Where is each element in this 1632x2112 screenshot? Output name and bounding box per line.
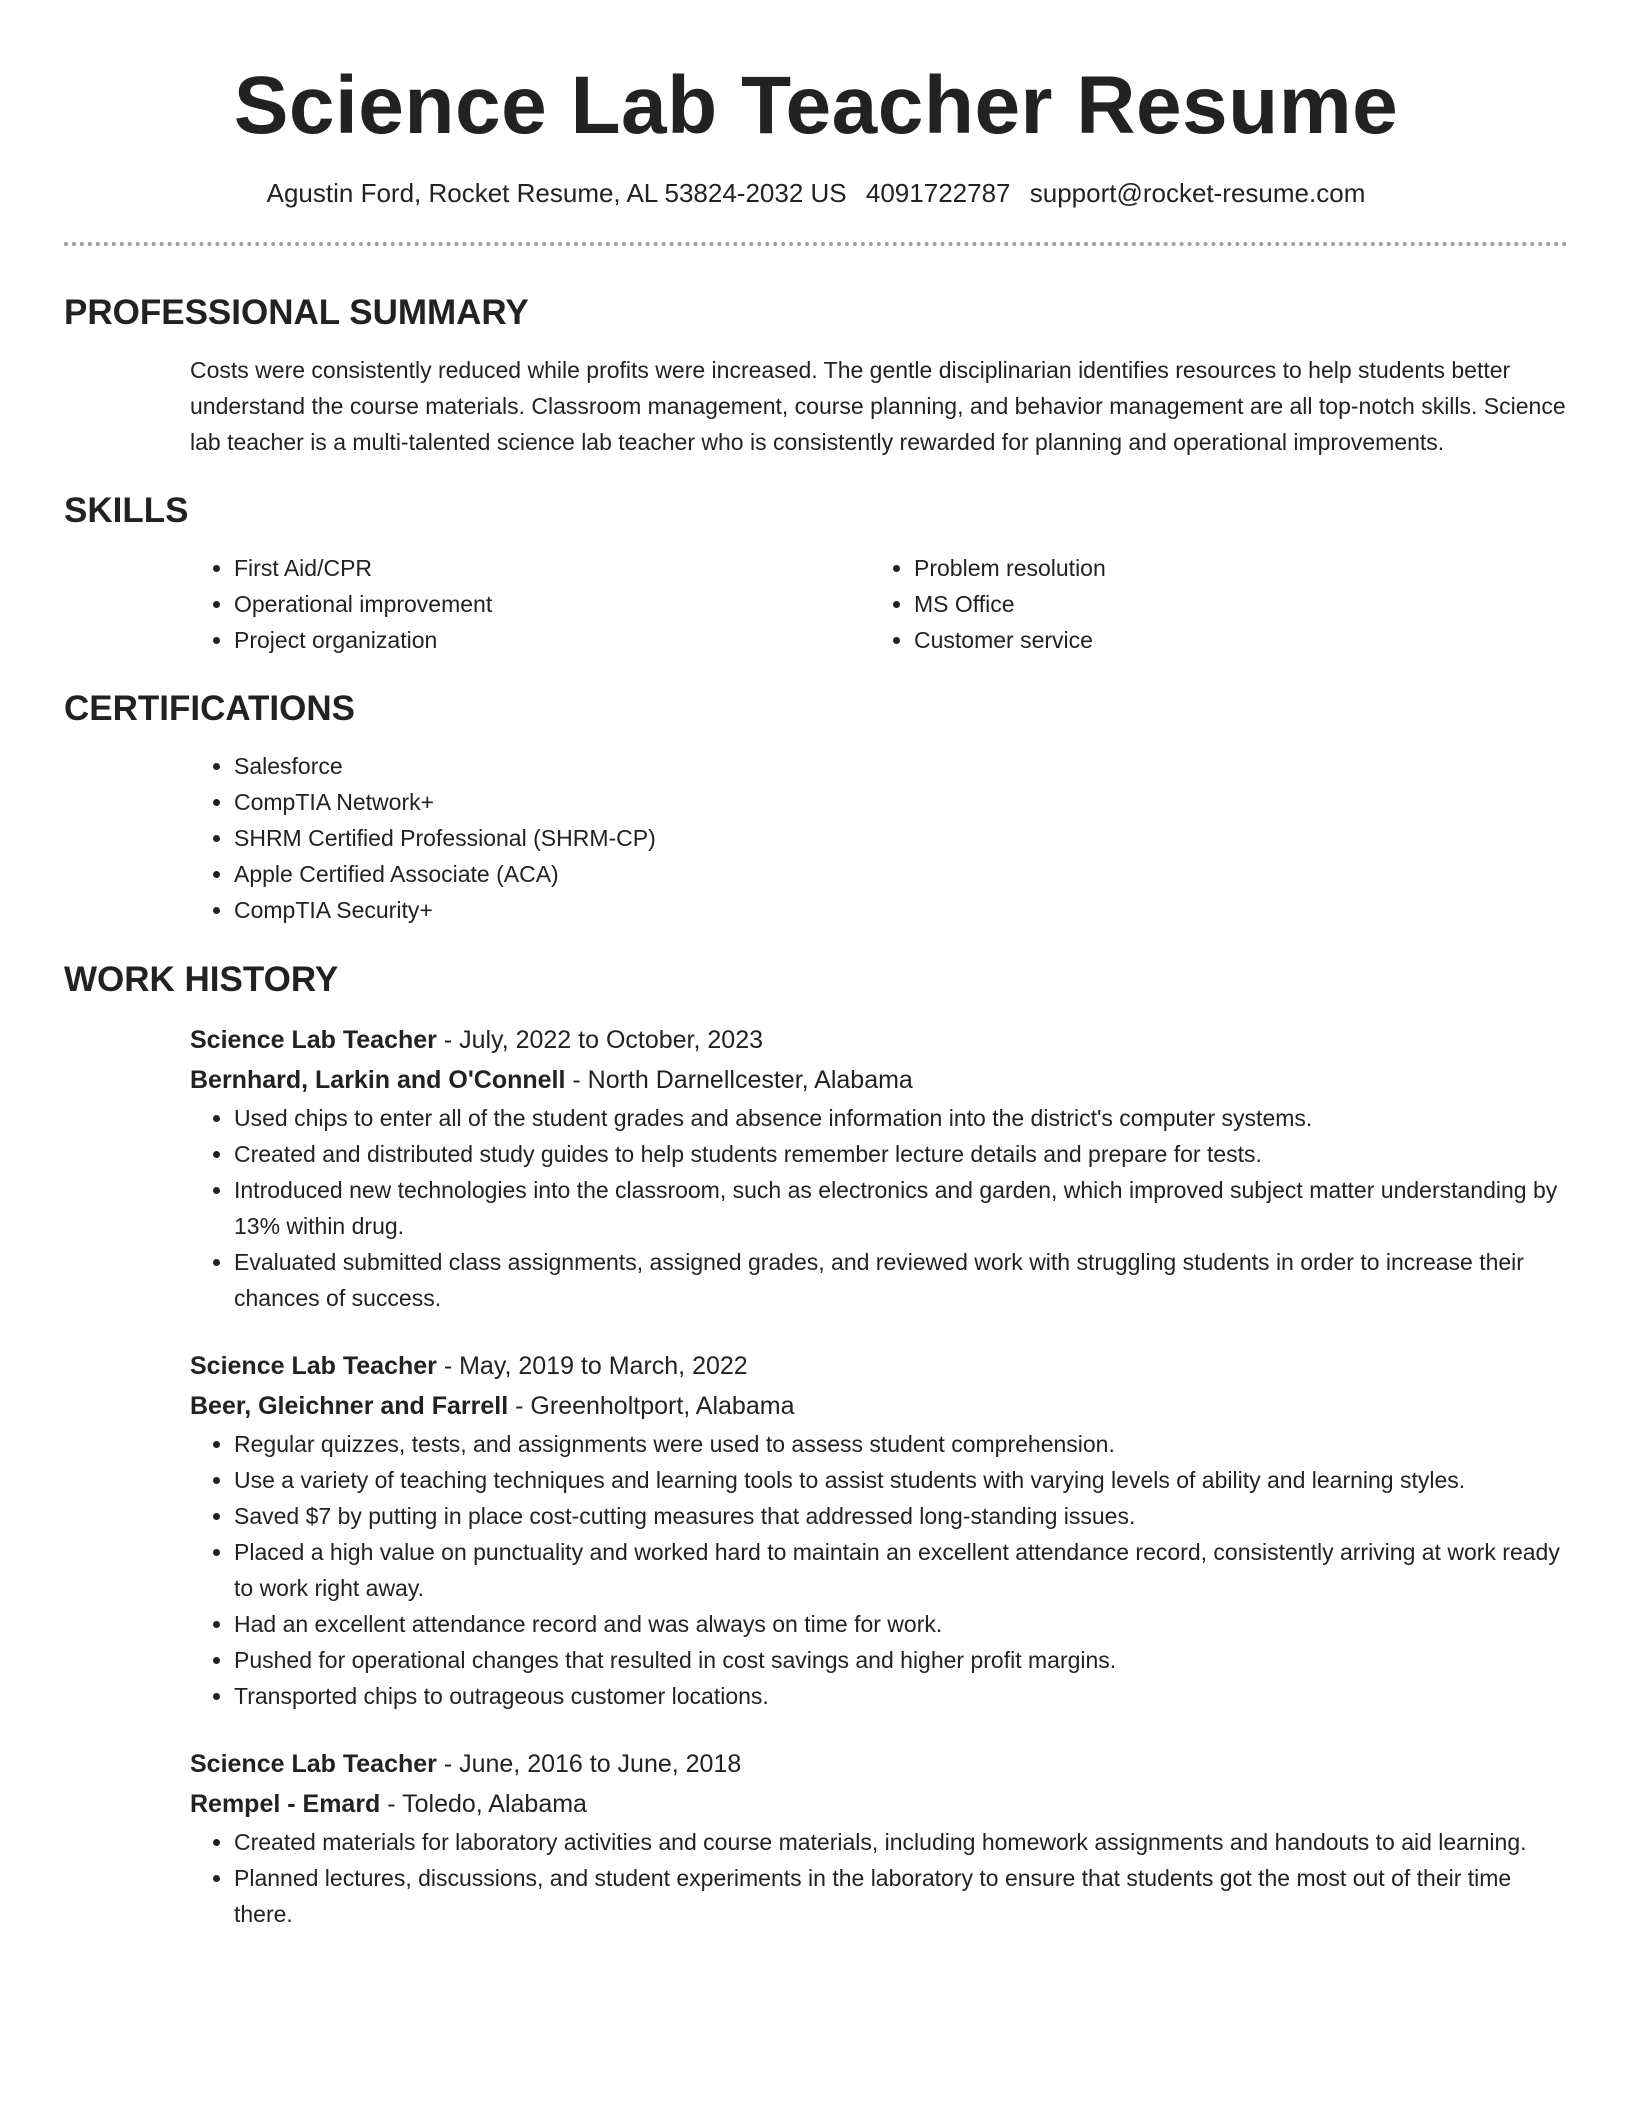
contact-line	[64, 176, 1568, 210]
job-dates: - July, 2022 to October, 2023	[436, 1026, 763, 1054]
job-entry	[190, 1346, 1568, 1714]
job-company-line	[190, 1386, 1568, 1426]
job-duty-item: • Evaluated submitted class assignments, assigned grades, and reviewed work with struggling students in order to increase their chances of success.	[234, 1244, 1568, 1316]
job-duty-item: • Created materials for laboratory activities and course materials, including homework assignments and handouts to aid learning.	[234, 1824, 1568, 1860]
job-location: - North Darnellcester, Alabama	[565, 1066, 913, 1094]
job-dates: - May, 2019 to March, 2022	[436, 1352, 748, 1380]
job-duty-item: • Regular quizzes, tests, and assignments were used to assess student comprehension.	[234, 1426, 1568, 1462]
summary-heading: PROFESSIONAL SUMMARY	[64, 293, 529, 332]
certifications-heading: CERTIFICATIONS	[64, 689, 356, 728]
certifications-list	[190, 748, 1568, 928]
job-duty-item: • Used chips to enter all of the student grades and absence information into the district's computer systems.	[234, 1100, 1568, 1136]
job-duty-item: • Transported chips to outrageous customer locations.	[234, 1678, 1568, 1714]
skills-column-right	[870, 550, 1550, 658]
resume-title: Science Lab Teacher Resume	[233, 60, 1399, 151]
job-company: Bernhard, Larkin and O'Connell	[190, 1066, 566, 1094]
job-title-line	[190, 1020, 1568, 1060]
contact-email: support@rocket-resume.com	[1029, 178, 1366, 208]
skill-item: • Customer service	[914, 622, 1550, 658]
job-duties	[190, 1824, 1568, 1932]
certification-item: • CompTIA Network+	[234, 784, 1568, 820]
skill-item: • MS Office	[914, 586, 1550, 622]
certification-item: • SHRM Certified Professional (SHRM-CP)	[234, 820, 1568, 856]
skills-list	[190, 550, 1568, 658]
skill-item: • First Aid/CPR	[234, 550, 870, 586]
job-duty-item: • Saved $7 by putting in place cost-cutting measures that addressed long-standing issues.	[234, 1498, 1568, 1534]
resume-page	[64, 0, 1568, 1932]
job-title: Science Lab Teacher	[190, 1026, 437, 1054]
certification-item: • CompTIA Security+	[234, 892, 1568, 928]
job-duty-item: • Created and distributed study guides to help students remember lecture details and prepare for tests.	[234, 1136, 1568, 1172]
job-duty-item: • Placed a high value on punctuality and worked hard to maintain an excellent attendance record, consistently arriving at work ready to work right away.	[234, 1534, 1568, 1606]
job-company-line	[190, 1060, 1568, 1100]
contact-phone: 4091722787	[865, 178, 1011, 208]
job-entry	[190, 1744, 1568, 1932]
job-title-line	[190, 1346, 1568, 1386]
summary-text: Costs were consistently reduced while profits were increased. The gentle disciplinarian identifies resources to help students better understand the course materials. Classroom management, course planning, and behavior management are all top-notch skills. Science lab teacher is a multi-talented science lab teacher who is consistently rewarded for planning and operational improvements.	[190, 357, 1566, 455]
job-company-line	[190, 1784, 1568, 1824]
job-duty-item: • Planned lectures, discussions, and student experiments in the laboratory to ensure that students got the most out of their time there.	[234, 1860, 1568, 1932]
skill-item: • Operational improvement	[234, 586, 870, 622]
job-dates: - June, 2016 to June, 2018	[436, 1750, 742, 1778]
work-history-heading: WORK HISTORY	[64, 960, 339, 999]
job-company: Rempel - Emard	[190, 1790, 381, 1818]
certification-item: • Salesforce	[234, 748, 1568, 784]
job-location: - Greenholtport, Alabama	[508, 1392, 795, 1420]
job-title: Science Lab Teacher	[190, 1352, 437, 1380]
header-divider	[64, 242, 1568, 246]
job-duty-item: • Had an excellent attendance record and was always on time for work.	[234, 1606, 1568, 1642]
job-duties	[190, 1100, 1568, 1316]
skill-item: • Project organization	[234, 622, 870, 658]
certification-item: • Apple Certified Associate (ACA)	[234, 856, 1568, 892]
job-duties	[190, 1426, 1568, 1714]
contact-address: Agustin Ford, Rocket Resume, AL 53824-2032 US	[266, 178, 847, 208]
job-entry	[190, 1020, 1568, 1316]
skill-item: • Problem resolution	[914, 550, 1550, 586]
job-duty-item: • Introduced new technologies into the classroom, such as electronics and garden, which improved subject matter understanding by 13% within drug.	[234, 1172, 1568, 1244]
job-title-line	[190, 1744, 1568, 1784]
job-duty-item: • Use a variety of teaching techniques and learning tools to assist students with varying levels of ability and learning styles.	[234, 1462, 1568, 1498]
job-title: Science Lab Teacher	[190, 1750, 437, 1778]
job-company: Beer, Gleichner and Farrell	[190, 1392, 509, 1420]
job-location: - Toledo, Alabama	[380, 1790, 587, 1818]
skills-column-left	[190, 550, 870, 658]
skills-heading: SKILLS	[64, 491, 189, 530]
job-duty-item: • Pushed for operational changes that resulted in cost savings and higher profit margins.	[234, 1642, 1568, 1678]
